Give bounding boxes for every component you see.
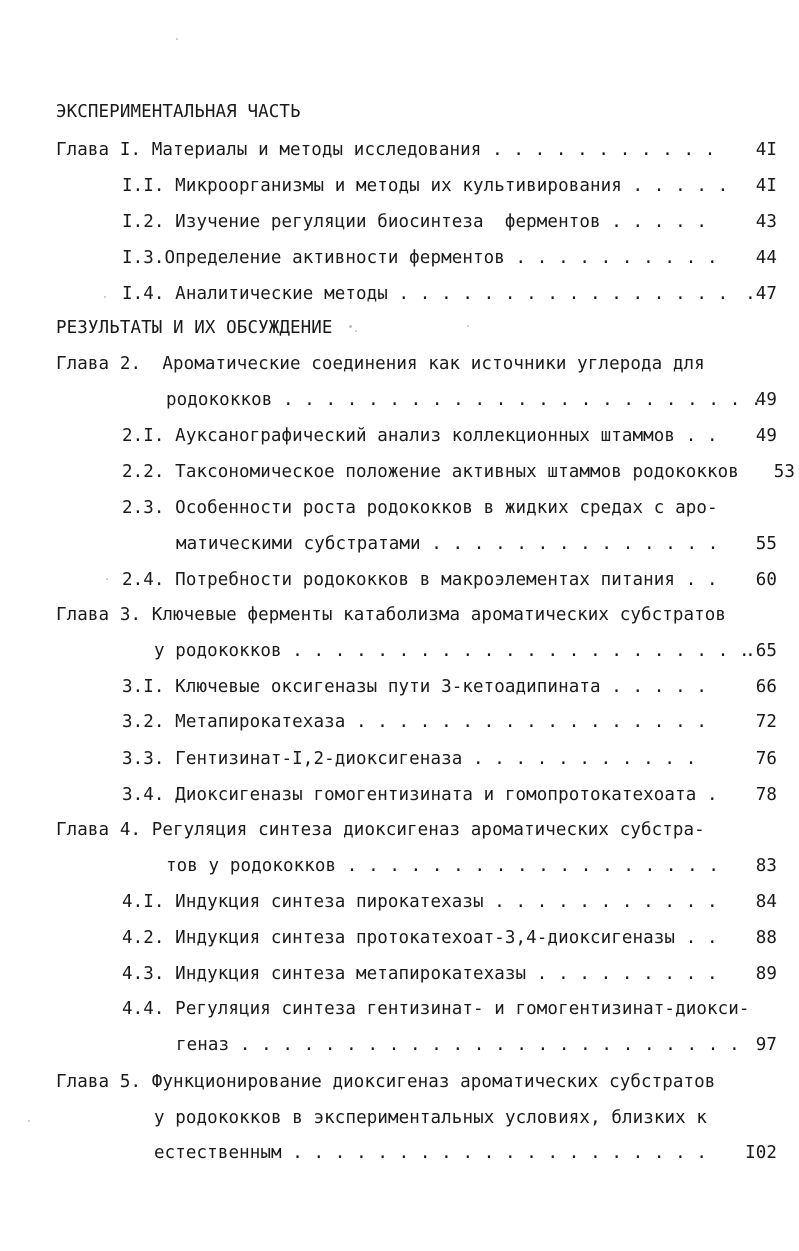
- toc-page-number: I02: [745, 1143, 777, 1163]
- toc-row-text: Глава 3. Ключевые ферменты катаболизма ароматических субстратов: [56, 605, 727, 625]
- toc-entry-chapter-5: [0, 1068, 799, 1096]
- toc-page-number: 72: [755, 712, 777, 732]
- toc-entry-1-2: [0, 208, 799, 236]
- toc-entry-chapter-1: [0, 136, 799, 164]
- toc-page-number: 43: [755, 212, 777, 232]
- toc-row-text: 2.2. Таксономическое положение активных штаммов родококков: [122, 462, 739, 482]
- toc-row-text: 4.I. Индукция синтеза пирокатехазы . . . . . . . . . . .: [122, 892, 718, 912]
- toc-entry-chapter-4-cont: [0, 852, 799, 880]
- scan-speck: [106, 578, 108, 580]
- toc-entry-2-2: [0, 458, 799, 486]
- toc-entry-chapter-5-cont-1: [0, 1104, 799, 1132]
- toc-entry-4-4-cont: [0, 1031, 799, 1059]
- toc-page-number: 89: [755, 964, 777, 984]
- toc-page-number: 4I: [755, 176, 777, 196]
- toc-row-text: РЕЗУЛЬТАТЫ И ИХ ОБСУЖДЕНИЕ: [56, 318, 333, 338]
- toc-entry-chapter-2-cont: [0, 386, 799, 414]
- scan-speck: [28, 1120, 30, 1122]
- toc-entry-chapter-3: [0, 601, 799, 629]
- toc-entry-4-4: [0, 995, 799, 1023]
- toc-entry-3-4: [0, 781, 799, 809]
- toc-row-text: Глава 2. Ароматические соединения как источники углерода для: [56, 354, 705, 374]
- toc-page-number: 83: [755, 856, 777, 876]
- toc-entry-1-4: [0, 280, 799, 308]
- toc-row-text: родококков . . . . . . . . . . . . . . . . . . . . . . .: [166, 390, 762, 410]
- toc-page-number: 49: [755, 426, 777, 446]
- toc-row-text: I.I. Микроорганизмы и методы их культивирования . . . . .: [122, 176, 729, 196]
- toc-page-number: 60: [755, 570, 777, 590]
- section-heading-results: [0, 314, 799, 342]
- toc-row-text: 4.3. Индукция синтеза метапирокатехазы . . . . . . . . .: [122, 964, 718, 984]
- toc-row-text: тов у родококков . . . . . . . . . . . . . . . . . .: [166, 856, 720, 876]
- toc-page-number: 78: [755, 785, 777, 805]
- toc-page-number: 88: [755, 928, 777, 948]
- toc-entry-3-3: [0, 745, 799, 773]
- toc-entry-4-1: [0, 888, 799, 916]
- toc-row-text: I.4. Аналитические методы . . . . . . . . . . . . . . . .: [122, 284, 729, 304]
- toc-row-text: 4.2. Индукция синтеза протокатехоат-3,4-диоксигеназы . .: [122, 928, 718, 948]
- toc-entry-1-3: [0, 244, 799, 272]
- toc-row-text: I.2. Изучение регуляции биосинтеза ферментов . . . . .: [122, 212, 707, 232]
- toc-entry-3-1: [0, 673, 799, 701]
- toc-entry-chapter-3-cont: [0, 637, 799, 665]
- toc-page-number: 76: [755, 749, 777, 769]
- toc-row-text: 3.I. Ключевые оксигеназы пути 3-кетоадипината . . . . .: [122, 677, 707, 697]
- toc-row-text: геназ . . . . . . . . . . . . . . . . . . . . . . . .: [176, 1035, 740, 1055]
- toc-row-text: ЭКСПЕРИМЕНТАЛЬНАЯ ЧАСТЬ: [56, 102, 301, 122]
- toc-row-text: 4.4. Регуляция синтеза гентизинат- и гомогентизинат-диокси-: [122, 999, 750, 1019]
- scan-speck: [349, 325, 352, 328]
- toc-row-text: 3.2. Метапирокатехаза . . . . . . . . . . . . . . . . .: [122, 712, 707, 732]
- scan-speck: [104, 296, 106, 298]
- toc-row-text: у родококков . . . . . . . . . . . . . . . . . . . . . .: [154, 641, 750, 661]
- toc-entry-1-1: [0, 172, 799, 200]
- scan-speck: [176, 38, 178, 40]
- toc-row-text: Глава 4. Регуляция синтеза диоксигеназ ароматических субстра-: [56, 820, 705, 840]
- toc-entry-chapter-2: [0, 350, 799, 378]
- toc-entry-2-1: [0, 422, 799, 450]
- toc-row-text: Глава 5. Функционирование диоксигеназ ароматических субстратов: [56, 1072, 716, 1092]
- toc-row-text: 3.3. Гентизинат-I,2-диоксигеназа . . . . . . . . . . .: [122, 749, 697, 769]
- toc-entry-4-3: [0, 960, 799, 988]
- toc-entry-2-3: [0, 494, 799, 522]
- toc-row-text: 2.4. Потребности родококков в макроэлементах питания . .: [122, 570, 718, 590]
- toc-entry-chapter-4: [0, 816, 799, 844]
- toc-page-number: 4I: [755, 140, 777, 160]
- toc-page-number: 49: [755, 390, 777, 410]
- toc-page-number: 97: [755, 1035, 777, 1055]
- toc-entry-2-3-cont: [0, 530, 799, 558]
- toc-row-text: Глава I. Материалы и методы исследования . . . . . . . . . . .: [56, 140, 716, 160]
- toc-row-text: 3.4. Диоксигеназы гомогентизината и гомопротокатехоата .: [122, 785, 718, 805]
- toc-page-number: 66: [755, 677, 777, 697]
- toc-row-text: 2.3. Особенности роста родококков в жидких средах с аро-: [122, 498, 718, 518]
- toc-row-text: естественным . . . . . . . . . . . . . . . . . . . .: [154, 1143, 708, 1163]
- toc-page-number: 84: [755, 892, 777, 912]
- toc-row-text: матическими субстратами . . . . . . . . . . . . . .: [176, 534, 719, 554]
- toc-page-number: 44: [755, 248, 777, 268]
- section-heading-experimental: [0, 98, 799, 126]
- toc-entry-3-2: [0, 708, 799, 736]
- toc-entry-chapter-5-cont-2: [0, 1139, 799, 1167]
- toc-entry-4-2: [0, 924, 799, 952]
- toc-page-number: 55: [755, 534, 777, 554]
- toc-page-number: .65: [745, 641, 777, 661]
- scan-speck: [355, 330, 357, 332]
- toc-entry-2-4: [0, 566, 799, 594]
- toc-page-number: .47: [745, 284, 777, 304]
- scan-speck: [467, 325, 469, 327]
- toc-row-text: 2.I. Ауксанографический анализ коллекционных штаммов . .: [122, 426, 718, 446]
- toc-page-number: 53: [773, 462, 795, 482]
- toc-row-text: I.3.Определение активности ферментов . . . . . . . . . .: [122, 248, 718, 268]
- toc-row-text: у родококков в экспериментальных условиях, близких к: [154, 1108, 708, 1128]
